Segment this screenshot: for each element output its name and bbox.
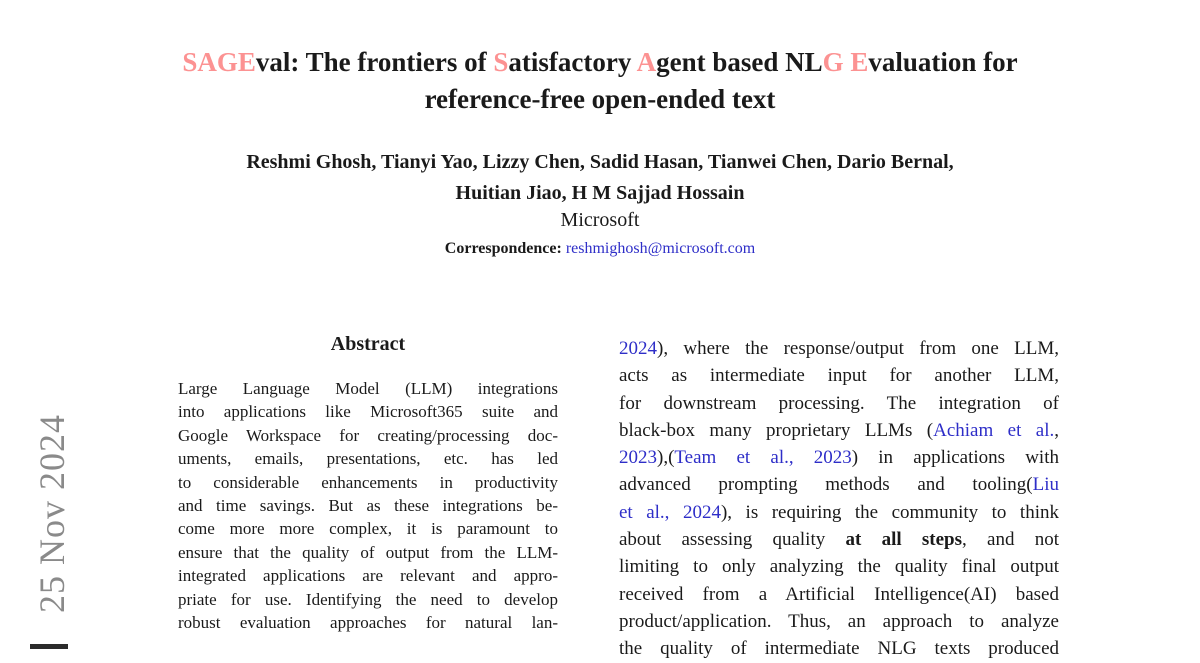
text-line [619,444,1059,471]
citation-link[interactable]: 2023 [619,447,657,469]
text-line [619,417,1059,444]
text-line: priate for use. Identifying the need to develop [178,589,558,609]
text-segment: the quality of intermediate NLG texts produced [619,638,1059,660]
text-line [619,362,1059,389]
text-line: ensure that the quality of output from the LLM- [178,542,558,562]
text-segment: atisfactory [508,47,637,77]
text-segment: , and not [962,529,1060,551]
text-line [619,335,1059,362]
text-segment: val: The frontiers of [255,47,494,77]
text-line: robust evaluation approaches for natural lan- [178,613,558,633]
text-segment: , [1054,419,1059,441]
citation-link[interactable]: Team et al., 2023 [674,447,852,469]
accent-letter: SAGE [182,47,256,77]
arxiv-stamp-partial [30,644,68,649]
text-segment: for downstream processing. The integration of [619,392,1059,414]
text-segment: valuation for [868,47,1018,77]
accent-letter: E [850,47,869,77]
citation-link[interactable]: Achiam et al. [933,419,1055,441]
text-line [619,581,1059,608]
text-segment: received from a Artificial Intelligence(AI) based [619,583,1059,605]
text-line: into applications like Microsoft365 suite and [178,402,558,422]
text-segment: acts as intermediate input for another LLM, [619,365,1059,387]
email-link[interactable]: reshmighosh@microsoft.com [565,240,756,257]
paper-title-line1 [0,44,1200,81]
text-line [619,608,1059,635]
text-line [619,471,1059,498]
bold-text-segment: at all steps [845,529,963,551]
text-line: uments, emails, presentations, etc. has led [178,449,558,469]
text-segment: ), where the response/output from one LLM, [657,338,1059,359]
text-line [619,499,1059,526]
citation-link[interactable]: 2024 [619,338,657,359]
body-text-column [619,335,1059,663]
affiliation: Microsoft [560,209,640,231]
abstract-text [178,377,558,634]
accent-letter: G [822,47,844,77]
text-segment: limiting to only analyzing the quality final output [619,556,1059,578]
accent-letter: A [636,47,657,77]
text-line [619,526,1059,553]
text-segment: black-box many proprietary LLMs ( [619,419,934,441]
author-list [0,147,1200,209]
text-line: Large Language Model (LLM) integrations [178,379,558,398]
author-list-line2: Huitian Jiao, H M Sajjad Hossain [455,182,745,204]
text-line: and time savings. But as these integrations be- [178,496,558,516]
text-segment: ), is requiring the community to think [720,501,1059,523]
bold-text-segment: Correspondence: [444,240,566,257]
text-segment: advanced prompting methods and tooling( [619,474,1033,496]
text-segment: ),( [657,447,675,469]
text-line: integrated applications are relevant and appro- [178,566,558,586]
text-line: come more more complex, it is paramount to [178,519,558,539]
citation-link[interactable]: Liu [1032,474,1059,496]
abstract-heading: Abstract [330,333,406,355]
text-line [619,390,1059,417]
text-segment: product/application. Thus, an approach to analyze [619,610,1059,632]
paper-title [0,44,1200,118]
paper-title-line2: reference-free open-ended text [424,84,776,114]
author-list-line1: Reshmi Ghosh, Tianyi Yao, Lizzy Chen, Sadid Hasan, Tianwei Chen, Dario Bernal, [246,151,954,173]
text-segment: gent based NL [656,47,823,77]
text-line [619,635,1059,662]
accent-letter: S [493,47,509,77]
text-line: Google Workspace for creating/processing doc- [178,425,558,445]
text-segment: about assessing quality [619,529,846,551]
text-segment: ) in applications with [851,447,1059,469]
citation-link[interactable]: et al., 2024 [619,501,721,523]
text-line [619,553,1059,580]
correspondence-line [0,240,1200,258]
arxiv-date-watermark: 25 Nov 2024 [32,414,72,613]
text-line: to considerable enhancements in productivity [178,472,558,492]
